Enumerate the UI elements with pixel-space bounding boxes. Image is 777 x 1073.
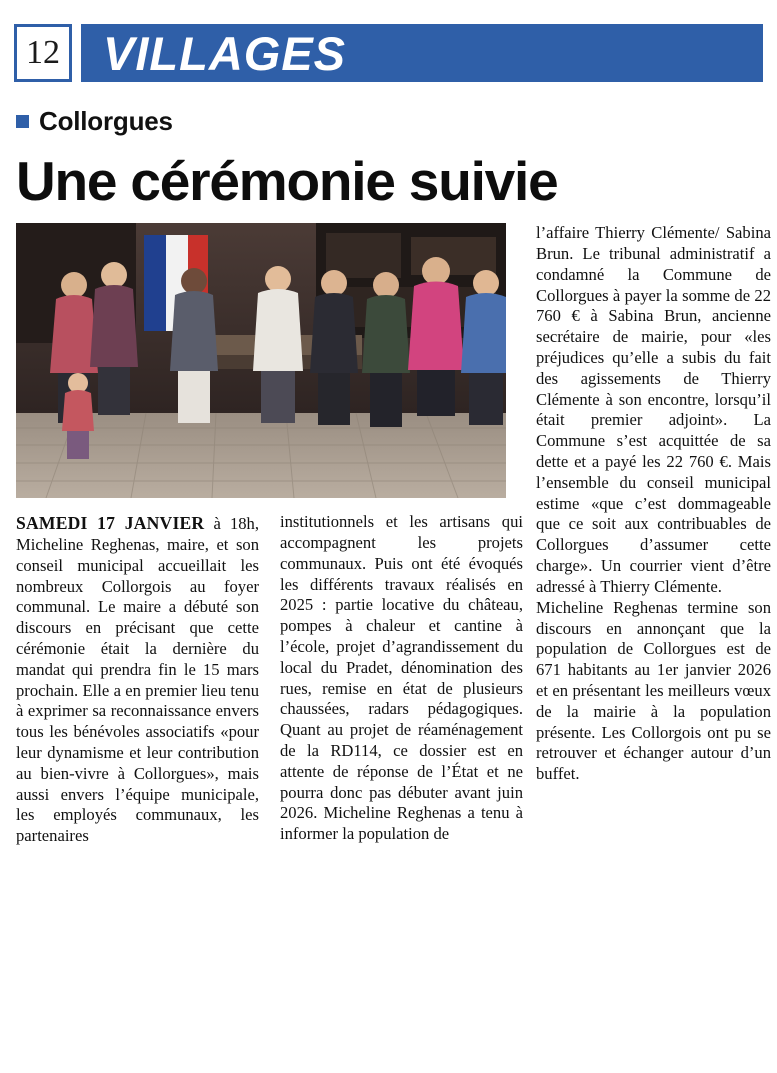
article-headline: Une cérémonie suivie — [16, 150, 558, 212]
article-column-1-text: à 18h, Micheline Reghenas, maire, et son conseil municipal accueillait les nombreux Collorgois au foyer communal. Le maire a débuté son discours en précisant que cette cérémonie était la dernière du mandat qui prendra fin le 15 mars prochain. Elle a en premier lieu tenu à exprimer sa reconnaissance envers tous les bénévoles associatifs «pour leur dynamisme et leur contribution au bien-vivre à Collorgues», mais aussi envers l’équipe municipale, les employés communaux, les partenaires — [16, 514, 259, 846]
article-body — [14, 223, 771, 983]
article-lead-in: SAMEDI 17 JANVIER — [16, 513, 205, 534]
article-column-2 — [280, 512, 523, 845]
bullet-square-icon — [16, 115, 29, 128]
article-column-3b-text: Micheline Reghenas termine son discours en annonçant que la population de Collorgues est de 671 habitants au 1er janvier 2026 et en présentant les meilleurs vœux de la mairie à la population présente. Les Collorgois ont pu se retrouver et échanger autour d’un buffet. — [536, 597, 771, 784]
page-number: 12 — [14, 24, 72, 82]
article-column-2-text: institutionnels et les artisans qui accompagnent les projets communaux. Puis ont été évoqués les différents travaux réalisés en 2025 : partie locative du château, pompes à chaleur et cantine à l’école, projet d’agrandissement du local du Pradet, dénomination des rues, remise en état de plusieurs chaussées, radars pédagogiques. Quant au projet de réaménagement de la RD114, ce dossier est en attente de réponse de l’État et ne pourra donc pas débuter avant juin 2026. Micheline Reghenas a tenu à informer la population de — [280, 512, 523, 844]
masthead — [14, 24, 763, 82]
commune-heading — [16, 106, 763, 137]
article-column-1 — [16, 512, 259, 847]
commune-label: Collorgues — [39, 106, 173, 136]
article-photo — [16, 223, 506, 498]
article-column-3-text: l’affaire Thierry Clémente/ Sabina Brun. Le tribunal administratif a condamné la Commune de Collorgues à payer la somme de 22 760 € à Sabina Brun, ancienne secrétaire de mairie, pour «les préjudices qu’elle a subis du fait des agissements de Thierry Clémente à son encontre, lorsqu’il était premier adjoint». La Commune s’est acquittée de sa dette et a payé les 22 760 €. Mais l’ensemble du conseil municipal estime «que c’est dommageable que ce soit aux contribuables de Collorgues d’assumer cette charge». Un courrier vient d’être adressé à Thierry Clémente. — [536, 223, 771, 596]
section-title: VILLAGES — [103, 26, 347, 80]
section-banner — [81, 24, 763, 82]
newspaper-page — [0, 24, 777, 1073]
article-column-3 — [536, 223, 771, 785]
